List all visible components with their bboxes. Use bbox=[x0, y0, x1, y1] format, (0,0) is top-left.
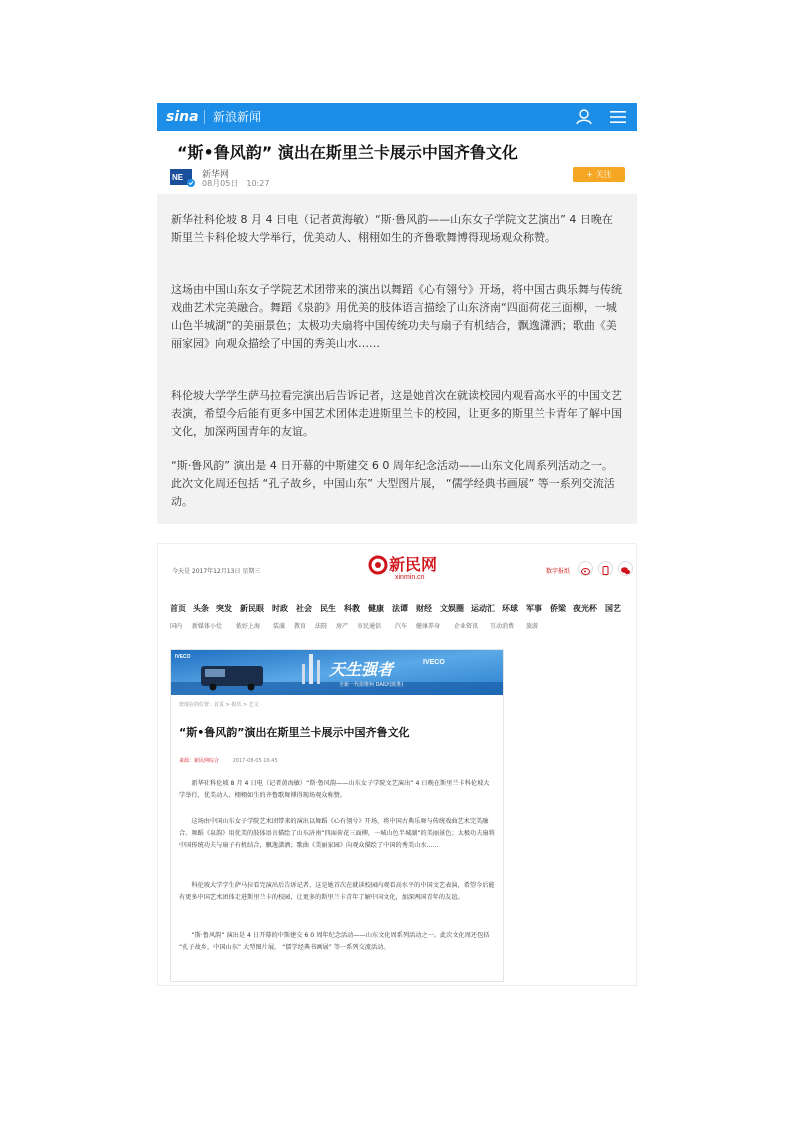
menu-icon[interactable] bbox=[609, 109, 627, 125]
xinmin-logo[interactable] bbox=[368, 552, 454, 582]
paragraph: 新华社科伦坡 8 月 4 日电（记者黄海敏）“斯·鲁风韵——山东女子学院文艺演出” 4 日晚在斯里兰卡科伦坡大学举行，优美动人、栩栩如生的齐鲁歌舞博得现场观众称赞。 bbox=[171, 213, 613, 244]
article-title: “斯•鲁风韵”演出在斯里兰卡展示中国齐鲁文化 bbox=[179, 726, 410, 739]
subnav-item[interactable]: 装潢 bbox=[273, 623, 286, 630]
subnav-item[interactable]: 侬好上海 bbox=[236, 623, 261, 630]
nav-item[interactable]: 健康 bbox=[368, 604, 384, 613]
source-name[interactable]: 新华网 bbox=[202, 170, 230, 180]
subnav-item[interactable]: 国内 bbox=[170, 623, 183, 630]
logo-subtext: xinmin.cn bbox=[395, 574, 425, 581]
paragraph: 科伦坡大学学生萨马拉看完演出后告诉记者，这是她首次在就读校园内观看高水平的中国文艺表演，希望今后能有更多中国艺术团体走进斯里兰卡的校园，让更多的斯里兰卡青年了解中国文化，加深两国青年的友谊。 bbox=[179, 882, 495, 901]
paragraph: 这场由中国山东女子学院艺术团带来的演出以舞蹈《心有翎兮》开场，将中国古典乐舞与传统戏曲艺术完美融合。舞蹈《泉韵》用优美的肢体语言描绘了山东济南“四面荷花三面柳，一城山色半城湖”的美丽景色；太极功夫扇将中国传统功夫与扇子有机结合，飘逸潇洒；歌曲《美丽家园》向观众描绘了中国的秀美山水…… bbox=[179, 818, 495, 849]
sina-logo[interactable]: sina bbox=[166, 109, 199, 125]
subnav-item[interactable]: 企业资讯 bbox=[454, 623, 479, 630]
user-icon[interactable] bbox=[575, 109, 593, 125]
banner-slogan-sub: 全新一代依维柯 DAILY(欧胜) bbox=[339, 682, 404, 688]
digital-paper-link[interactable]: 数字报纸 bbox=[546, 568, 571, 575]
subnav-item[interactable]: 汽车 bbox=[395, 623, 408, 630]
nav-item[interactable]: 时政 bbox=[272, 604, 288, 613]
banner-brand-left: IVECO bbox=[175, 654, 191, 660]
nav-item[interactable]: 文娱圈 bbox=[440, 604, 464, 613]
nav-item[interactable]: 社会 bbox=[296, 604, 312, 613]
article-source[interactable]: 来源：新民网综合 bbox=[179, 758, 220, 764]
breadcrumb[interactable]: 您现在的位置：首页 > 娱乐 > 艺文 bbox=[179, 702, 259, 708]
nav-item[interactable]: 侨梁 bbox=[550, 604, 566, 613]
nav-item[interactable]: 科教 bbox=[344, 604, 360, 613]
nav-item[interactable]: 民生 bbox=[320, 604, 336, 613]
svg-text:NE: NE bbox=[172, 173, 184, 182]
nav-item[interactable]: 环球 bbox=[502, 604, 518, 613]
article-meta bbox=[179, 757, 278, 764]
subnav-item[interactable]: 市民通信 bbox=[357, 623, 382, 630]
sina-top-bar bbox=[157, 103, 637, 131]
nav-item[interactable]: 运动汇 bbox=[471, 604, 495, 613]
nav-item[interactable]: 突发 bbox=[216, 604, 232, 613]
nav-item[interactable]: 首页 bbox=[170, 604, 186, 613]
subnav-item[interactable]: 房产 bbox=[336, 623, 349, 630]
paragraph: “斯·鲁风韵” 演出是 4 日开幕的中斯建交 6 0 周年纪念活动——山东文化周系列活动之一。此次文化周还包括 “孔子故乡，中国山东” 大型图片展， “儒学经典书画展” 等一系列交流活动。 bbox=[179, 932, 490, 951]
sina-news-screenshot bbox=[157, 103, 637, 524]
publish-time: 08月05日 10:27 bbox=[202, 179, 270, 188]
paragraph: 这场由中国山东女子学院艺术团带来的演出以舞蹈《心有翎兮》开场，将中国古典乐舞与传统戏曲艺术完美融合。舞蹈《泉韵》用优美的肢体语言描绘了山东济南“四面荷花三面柳，一城山色半城湖”的美丽景色；太极功夫扇将中国传统功夫与扇子有机结合，飘逸潇洒；歌曲《美丽家园》向观众描绘了中国的秀美山水…… bbox=[171, 283, 622, 350]
divider bbox=[204, 110, 205, 124]
article-panel bbox=[170, 649, 504, 982]
follow-button[interactable]: + 关注 bbox=[573, 167, 625, 182]
weibo-icon[interactable] bbox=[578, 561, 593, 576]
subnav-item[interactable]: 教育 bbox=[294, 623, 307, 630]
secondary-nav bbox=[170, 621, 630, 631]
paragraph: 科伦坡大学学生萨马拉看完演出后告诉记者，这是她首次在就读校园内观看高水平的中国文艺表演，希望今后能有更多中国艺术团体走进斯里兰卡的校园，让更多的斯里兰卡青年了解中国文化，加深两国青年的友谊。 bbox=[171, 389, 622, 438]
banner-slogan: 天生强者 bbox=[329, 660, 394, 679]
nav-item[interactable]: 夜光杯 bbox=[573, 604, 597, 613]
paragraph: 新华社科伦坡 8 月 4 日电（记者黄海敏）“斯·鲁风韵——山东女子学院文艺演出” 4 日晚在斯里兰卡科伦坡大学举行，优美动人、栩栩如生的齐鲁歌舞博得现场观众称赞。 bbox=[179, 780, 490, 799]
primary-nav bbox=[170, 603, 630, 615]
nav-item[interactable]: 头条 bbox=[193, 604, 209, 613]
subnav-item[interactable]: 法院 bbox=[315, 623, 328, 630]
banner-brand-right: IVECO bbox=[423, 659, 445, 666]
article-time: 2017-08-05 16:45 bbox=[232, 758, 278, 764]
article-title: “斯•鲁风韵” 演出在斯里兰卡展示中国齐鲁文化 bbox=[177, 143, 518, 162]
article-body bbox=[157, 194, 637, 524]
nav-item[interactable]: 国艺 bbox=[605, 604, 621, 613]
nav-item[interactable]: 财经 bbox=[416, 604, 432, 613]
channel-name[interactable]: 新浪新闻 bbox=[213, 110, 262, 124]
ad-banner[interactable] bbox=[171, 650, 503, 695]
date-label: 今天是 2017年12月13日 星期三 bbox=[172, 568, 261, 575]
subnav-item[interactable]: 新媒体小灶 bbox=[192, 623, 223, 630]
paragraph: “斯·鲁风韵” 演出是 4 日开幕的中斯建交 6 0 周年纪念活动——山东文化周系列活动之一。此次文化周还包括 “孔子故乡，中国山东” 大型图片展， “儒学经典书画展” 等一系列交流活动。 bbox=[171, 459, 615, 508]
mobile-icon[interactable] bbox=[598, 561, 613, 576]
nav-item[interactable]: 新民眼 bbox=[240, 604, 264, 613]
nav-item[interactable]: 法谭 bbox=[392, 604, 408, 613]
logo-text: 新民网 bbox=[389, 555, 438, 574]
wechat-icon[interactable] bbox=[618, 561, 633, 576]
xinmin-news-screenshot bbox=[157, 543, 637, 986]
subnav-item[interactable]: 健康养身 bbox=[416, 623, 441, 630]
subnav-item[interactable]: 互动消费 bbox=[490, 623, 515, 630]
xinhua-source-logo-icon bbox=[170, 169, 196, 187]
nav-item[interactable]: 军事 bbox=[526, 604, 542, 613]
subnav-item[interactable]: 旅游 bbox=[526, 623, 539, 630]
